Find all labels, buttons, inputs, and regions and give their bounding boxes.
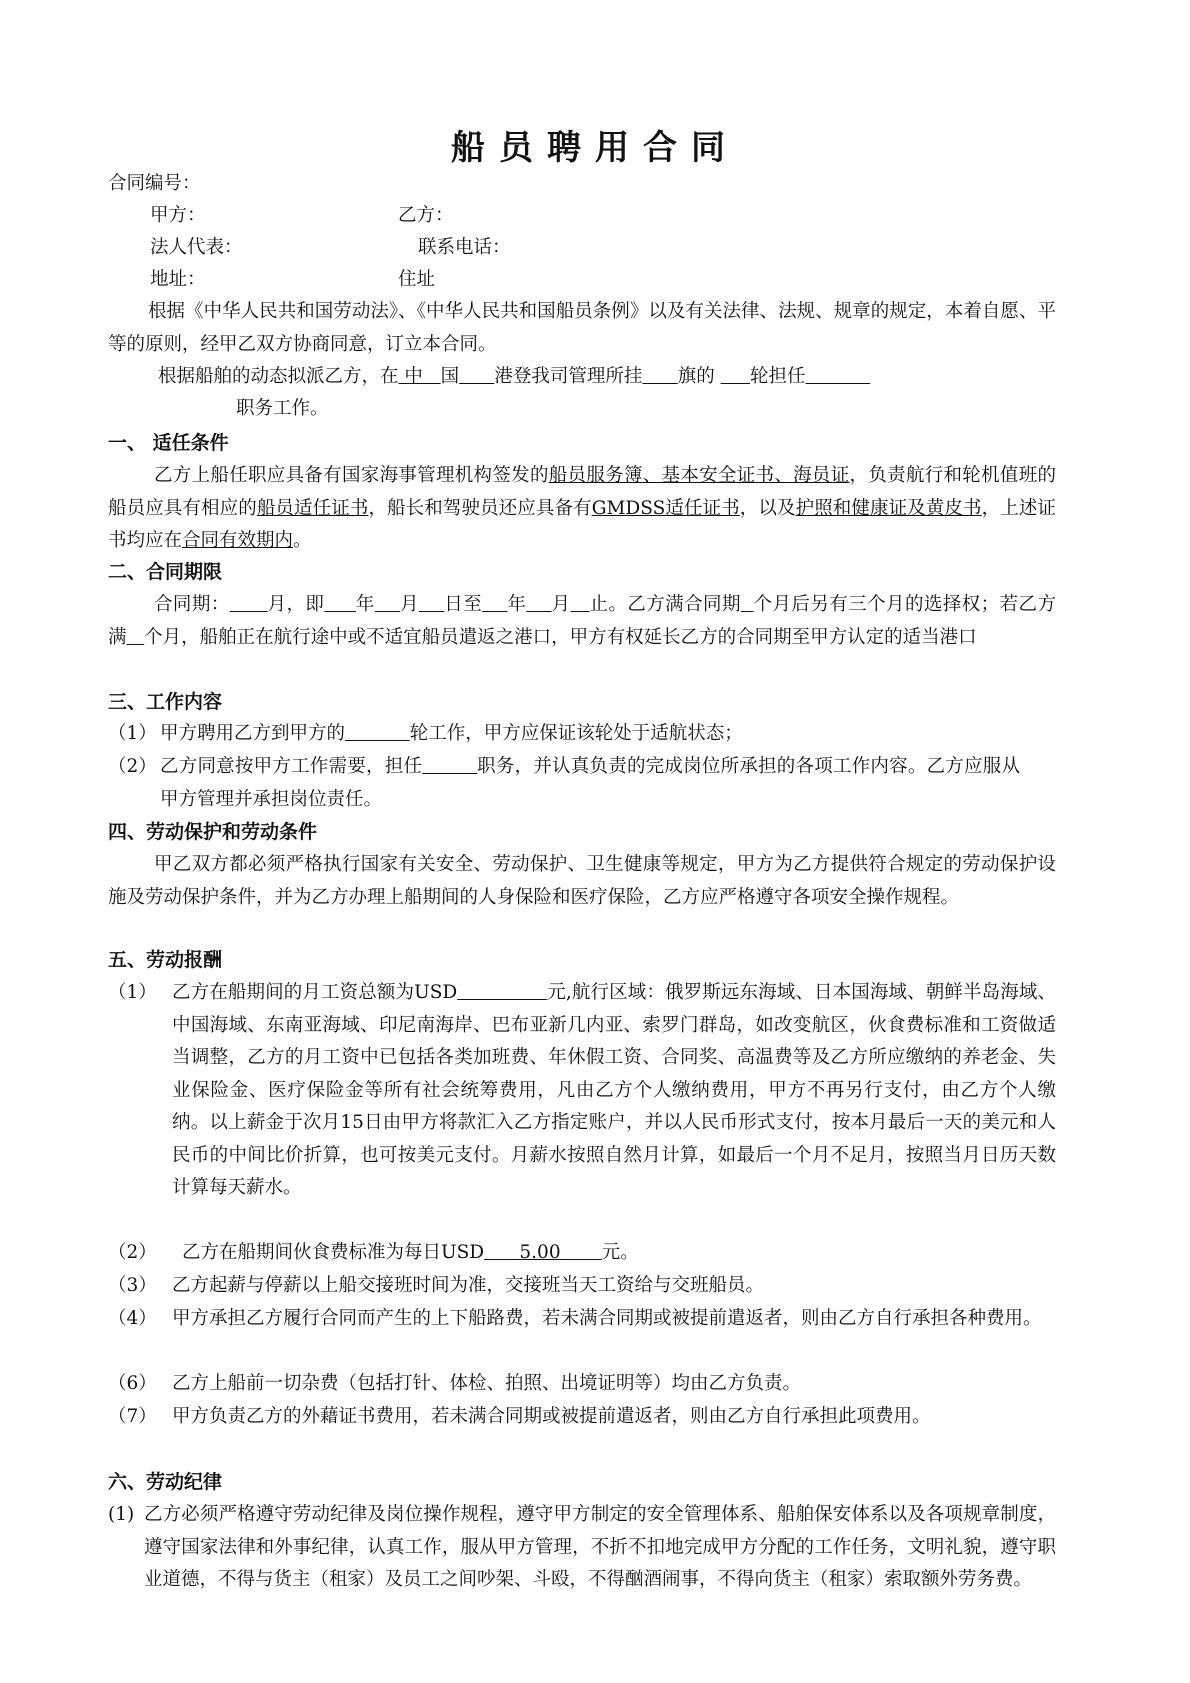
section-5-item-3: （3） 乙方起薪与停薪以上船交接班时间为准，交接班当天工资给与交班船员。 [108,1275,765,1296]
assignment-position-blank [806,366,871,387]
section-2-paragraph: 合同期： 月，即 年 月 日至 年 月 止。乙方满合同期 个月后另有三个月的选择权；若乙方满 个月，船舶正在航行途中或不适宜船员遣返之港口，甲方有权延长乙方的合同期至甲方认定的适当港口 [108,594,1056,648]
phone-label: 联系电话： [418,237,511,258]
assignment-port-blank [459,366,494,387]
intro-paragraph: 根据《中华人民共和国劳动法》、《中华人民共和国船员条例》以及有关法律、法规、规章的规定，本着自愿、平等的原则，经甲乙双方协商同意，订立本合同。 [108,301,1056,355]
section-3-item-2: （2） 乙方同意按甲方工作需要，担任 职务，并认真负责的完成岗位所承担的各项工作内容。乙方应服从甲方管理并承担岗位责任。 [108,756,1020,810]
assignment-country-blank: 中 [404,366,423,387]
assignment-text-5: 轮担任 [750,366,806,387]
section-5-item-7: （7） 甲方负责乙方的外藉证书费用，若未满合同期或被提前遣返者，则由乙方自行承担此项费用。 [108,1406,931,1427]
party-a-address-label: 地址： [150,269,206,290]
assignment-text-1: 根据船舶的动态拟派乙方，在 [158,366,399,387]
document-title: 船员聘用合同 [451,128,739,168]
assignment-text-4: 旗的 [677,366,715,387]
assignment-text-2: 国 [440,366,460,387]
section-4-paragraph: 甲乙双方都必须严格执行国家有关安全、劳动保护、卫生健康等规定，甲方为乙方提供符合规定的劳动保护设施及劳动保护条件，并为乙方办理上船期间的人身保险和医疗保险，乙方应严格遵守各项安全操作规程。 [108,854,1056,908]
assignment-vessel-blank [721,366,750,387]
section-5-item-1: （1） 乙方在船期间的月工资总额为USD 元,航行区域：俄罗斯远东海域、日本国海域、朝鲜半岛海域、中国海域、东南亚海域、印尼南海岸、巴布亚新几内亚、索罗门群岛，如改变航区，伙食费标准和工资做适当调整，乙方的月工资中已包括各类加班费、年休假工资、合同奖、高温费等及乙方所应缴纳的养老金、失业保险金、医疗保险金等所有社会统筹费用，凡由乙方个人缴纳费用，甲方不再另行支付，由乙方个人缴纳。以上薪金于次月15日由甲方将款汇入乙方指定账户，并以人民币形式支付，按本月最后一天的美元和人民币的中间比价折算，也可按美元支付。月薪水按照自然月计算，如最后一个月不足月，按照当月日历天数计算每天薪水。 [108,982,1056,1198]
legal-representative-label: 法人代表： [150,237,243,258]
party-a-label: 甲方： [150,205,206,226]
party-b-address-label: 住址 [398,269,436,290]
assignment-flag-blank [642,366,677,387]
section-2-heading: 二、合同期限 [108,561,223,583]
section-5-item-2: （2） 乙方在船期间伙食费标准为每日USD 5.00 元。 [108,1242,639,1263]
assignment-line [158,361,870,393]
section-3-heading: 三、工作内容 [108,691,223,713]
contract-number-label: 合同编号： [108,173,201,194]
assignment-text-3: 港登我司管理所挂 [494,366,643,387]
party-b-label: 乙方： [398,205,454,226]
section-6-item-1: (1) 乙方必须严格遵守劳动纪律及岗位操作规程，遵守甲方制定的安全管理体系、船舶保安体系以及各项规章制度，遵守国家法律和外事纪律，认真工作，服从甲方管理，不折不扣地完成甲方分配的工作任务，文明礼貌，遵守职业道德，不得与货主（租家）及员工之间吵架、斗殴，不得酗酒闹事，不得向货主（租家）索取额外劳务费。 [108,1504,1056,1590]
section-3-item-1: （1） 甲方聘用乙方到甲方的 轮工作，甲方应保证该轮处于适航状态； [108,723,743,744]
section-1-heading: 一、 适任条件 [108,432,229,454]
section-5-item-4: （4） 甲方承担乙方履行合同而产生的上下船路费，若未满合同期或被提前遣返者，则由乙方自行承担各种费用。 [108,1308,1042,1329]
section-4-heading: 四、劳动保护和劳动条件 [108,821,318,843]
section-1-paragraph: 乙方上船任职应具备有国家海事管理机构签发的船员服务簿、基本安全证书、海员证，负责航行和轮机值班的船员应具有相应的船员适任证书，船长和驾驶员还应具备有GMDSS适任证书，以及护照和健康证及黄皮书，上述证书均应在合同有效期内。 [108,465,1056,551]
assignment-line-end: 职务工作。 [236,398,329,419]
section-5-heading: 五、劳动报酬 [108,949,223,971]
section-6-heading: 六、劳动纪律 [108,1471,223,1493]
section-5-item-6: （6） 乙方上船前一切杂费（包括打针、体检、拍照、出境证明等）均由乙方负责。 [108,1373,802,1394]
